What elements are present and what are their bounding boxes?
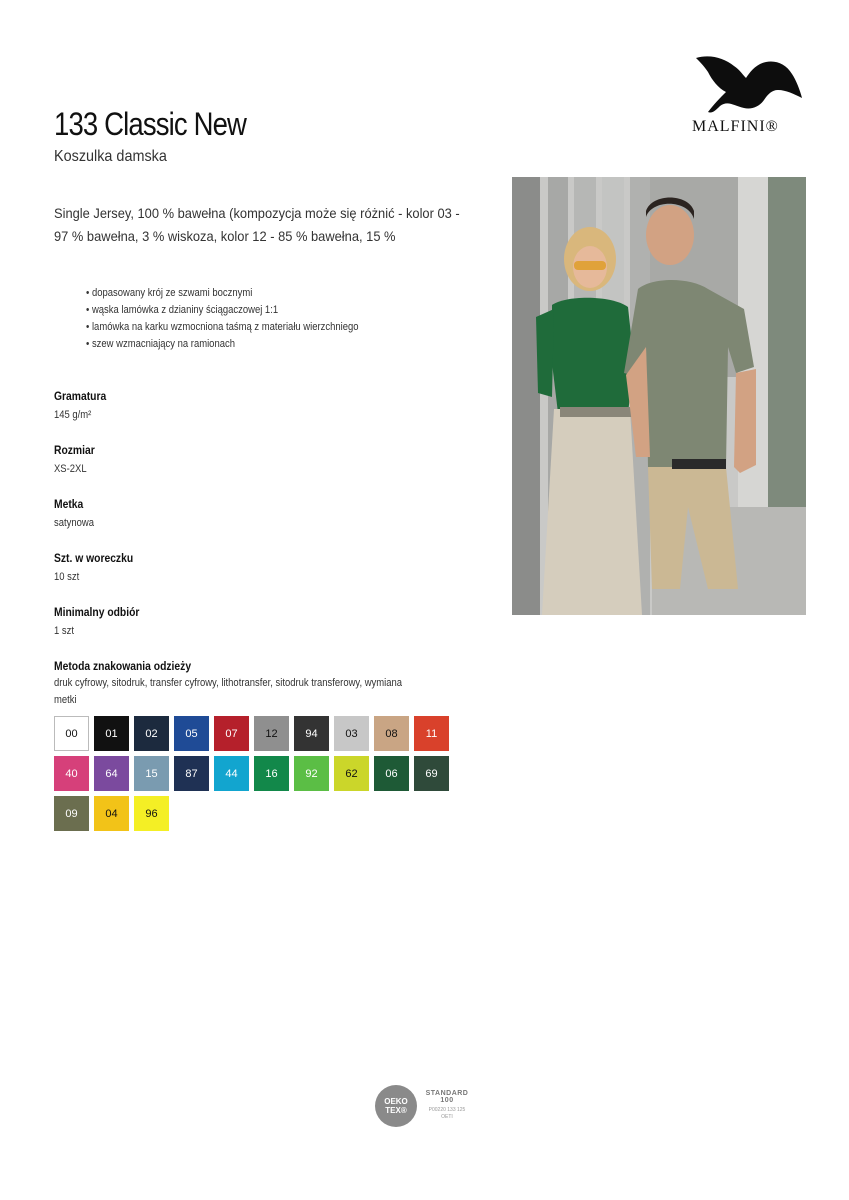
color-swatch-94[interactable]: 94 bbox=[294, 716, 329, 751]
spec-label: Metoda znakowania odzieży bbox=[54, 659, 192, 673]
color-swatch-05[interactable]: 05 bbox=[174, 716, 209, 751]
color-swatch-64[interactable]: 64 bbox=[94, 756, 129, 791]
oeko-tex-institute: OETI bbox=[441, 1114, 453, 1120]
brand-logo bbox=[690, 50, 810, 140]
color-swatch-96[interactable]: 96 bbox=[134, 796, 169, 831]
spec-label: Rozmiar bbox=[54, 443, 95, 457]
brand-logo-text: MALFINI® bbox=[692, 118, 779, 135]
color-swatch-69[interactable]: 69 bbox=[414, 756, 449, 791]
oeko-tex-standard: STANDARD 100 bbox=[425, 1090, 469, 1104]
eagle-icon bbox=[690, 50, 810, 116]
spec-value: XS-2XL bbox=[54, 463, 87, 475]
color-swatch-11[interactable]: 11 bbox=[414, 716, 449, 751]
feature-item: • dopasowany krój ze szwami bocznymi bbox=[86, 285, 359, 302]
oeko-tex-badge-line1: OEKO bbox=[384, 1097, 408, 1106]
color-swatch-92[interactable]: 92 bbox=[294, 756, 329, 791]
color-swatch-62[interactable]: 62 bbox=[334, 756, 369, 791]
oeko-tex-badge-line2: TEX® bbox=[385, 1106, 407, 1115]
spec-pack-quantity bbox=[54, 551, 133, 583]
spec-weight bbox=[54, 389, 106, 421]
color-swatch-01[interactable]: 01 bbox=[94, 716, 129, 751]
spec-value: satynowa bbox=[54, 517, 94, 529]
color-swatch-15[interactable]: 15 bbox=[134, 756, 169, 791]
spec-label: Gramatura bbox=[54, 389, 107, 403]
color-swatch-87[interactable]: 87 bbox=[174, 756, 209, 791]
feature-list bbox=[86, 285, 359, 353]
spec-value: druk cyfrowy, sitodruk, transfer cyfrowy, lithotransfer, sitodruk transferowy, wymiana metki bbox=[54, 677, 403, 706]
color-swatch-04[interactable]: 04 bbox=[94, 796, 129, 831]
product-title: 133 Classic New bbox=[54, 106, 247, 142]
feature-item: • szew wzmacniający na ramionach bbox=[86, 336, 359, 353]
oeko-tex-details bbox=[421, 1107, 473, 1121]
color-swatch-16[interactable]: 16 bbox=[254, 756, 289, 791]
spec-label: Metka bbox=[54, 497, 84, 511]
spec-marking-methods bbox=[54, 659, 415, 709]
spec-value: 1 szt bbox=[54, 625, 74, 637]
spec-label-type bbox=[54, 497, 94, 529]
spec-minimum-order bbox=[54, 605, 139, 637]
color-swatch-03[interactable]: 03 bbox=[334, 716, 369, 751]
spec-size bbox=[54, 443, 95, 475]
spec-value: 145 g/m² bbox=[54, 409, 92, 421]
oeko-tex-number: P00220 133 125 bbox=[428, 1107, 466, 1113]
feature-item: • lamówka na karku wzmocniona taśmą z materiału wierzchniego bbox=[86, 319, 359, 336]
spec-value: 10 szt bbox=[54, 571, 80, 583]
oeko-tex-badge bbox=[375, 1085, 417, 1127]
color-swatch-06[interactable]: 06 bbox=[374, 756, 409, 791]
color-swatch-08[interactable]: 08 bbox=[374, 716, 409, 751]
spec-label: Szt. w woreczku bbox=[54, 551, 134, 565]
feature-item: • wąska lamówka z dzianiny ściągaczowej 1:1 bbox=[86, 302, 359, 319]
product-description: Single Jersey, 100 % bawełna (kompozycja może się różnić - kolor 03 - 97 % bawełna, 3 % wiskoza, kolor 12 - 85 % bawełna, 15 % bbox=[54, 205, 460, 244]
color-swatch-09[interactable]: 09 bbox=[54, 796, 89, 831]
color-swatch-44[interactable]: 44 bbox=[214, 756, 249, 791]
color-swatch-00[interactable]: 00 bbox=[54, 716, 89, 751]
color-swatch-12[interactable]: 12 bbox=[254, 716, 289, 751]
models-photo-illustration bbox=[512, 177, 806, 615]
color-swatch-40[interactable]: 40 bbox=[54, 756, 89, 791]
color-swatch-07[interactable]: 07 bbox=[214, 716, 249, 751]
product-subtitle: Koszulka damska bbox=[54, 148, 167, 165]
product-photo bbox=[512, 177, 806, 615]
oeko-tex-certificate bbox=[375, 1085, 485, 1135]
spec-label: Minimalny odbiór bbox=[54, 605, 140, 619]
color-swatch-02[interactable]: 02 bbox=[134, 716, 169, 751]
